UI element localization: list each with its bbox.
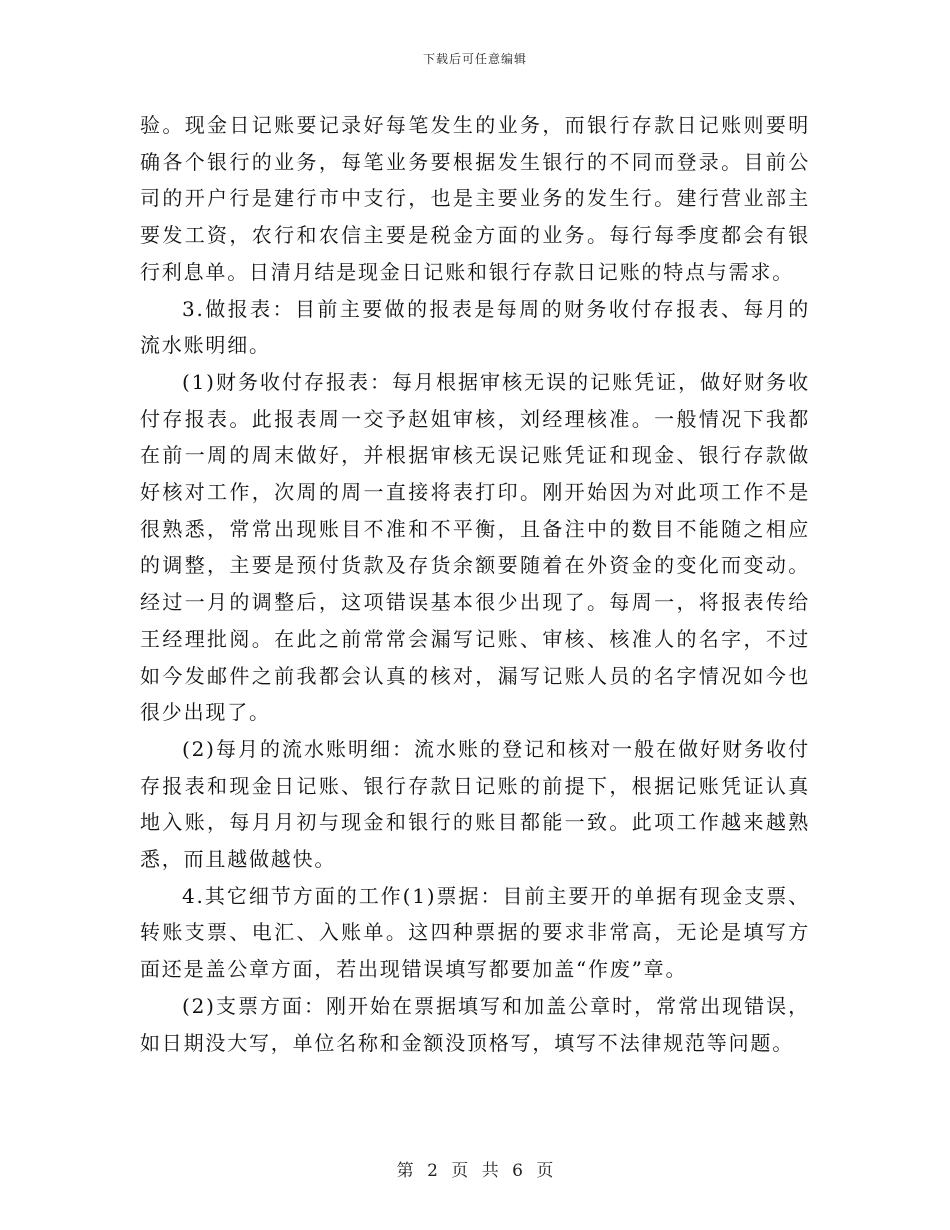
paragraph-3: (1)财务收付存报表：每月根据审核无误的记账凭证，做好财务收付存报表。此报表周一交予赵姐审核，刘经理核准。一般情况下我都在前一周的周末做好，并根据审核无误记账凭证和现金、银行存款做好核对工作，次周的周一直接将表打印。刚开始因为对此项工作不是很熟悉，常常出现账目不准和不平衡，且备注中的数目不能随之相应的调整，主要是预付货款及存货余额要随着在外资金的变化而变动。经过一月的调整后，这项错误基本很少出现了。每周一，将报表传给王经理批阅。在此之前常常会漏写记账、审核、核准人的名字，不过如今发邮件之前我都会认真的核对，漏写记账人员的名字情况如今也很少出现了。 bbox=[140, 369, 810, 725]
paragraph-6: (2)支票方面：刚开始在票据填写和加盖公章时，常常出现错误，如日期没大写，单位名称和金额没顶格写，填写不法律规范等问题。 bbox=[140, 993, 810, 1055]
page-header: 下载后可任意编辑 bbox=[422, 52, 527, 66]
paragraph-5: 4.其它细节方面的工作(1)票据：目前主要开的单据有现金支票、转账支票、电汇、入账单。这四种票据的要求非常高，无论是填写方面还是盖公章方面，若出现错误填写都要加盖“作废”章。 bbox=[140, 883, 810, 982]
document-body bbox=[140, 107, 810, 1061]
paragraph-4: (2)每月的流水账明细：流水账的登记和核对一般在做好财务收付存报表和现金日记账、银行存款日记账的前提下，根据记账凭证认真地入账，每月月初与现金和银行的账目都能一致。此项工作越来越熟悉，而且越做越快。 bbox=[140, 736, 810, 872]
paragraph-1: 验。现金日记账要记录好每笔发生的业务，而银行存款日记账则要明确各个银行的业务，每笔业务要根据发生银行的不同而登录。目前公司的开户行是建行市中支行，也是主要业务的发生行。建行营业部主要发工资，农行和农信主要是税金方面的业务。每行每季度都会有银行利息单。日清月结是现金日记账和银行存款日记账的特点与需求。 bbox=[140, 113, 810, 284]
page-number-footer: 第 2 页 共 6 页 bbox=[396, 1161, 554, 1181]
paragraph-2: 3.做报表：目前主要做的报表是每周的财务收付存报表、每月的流水账明细。 bbox=[140, 296, 810, 358]
